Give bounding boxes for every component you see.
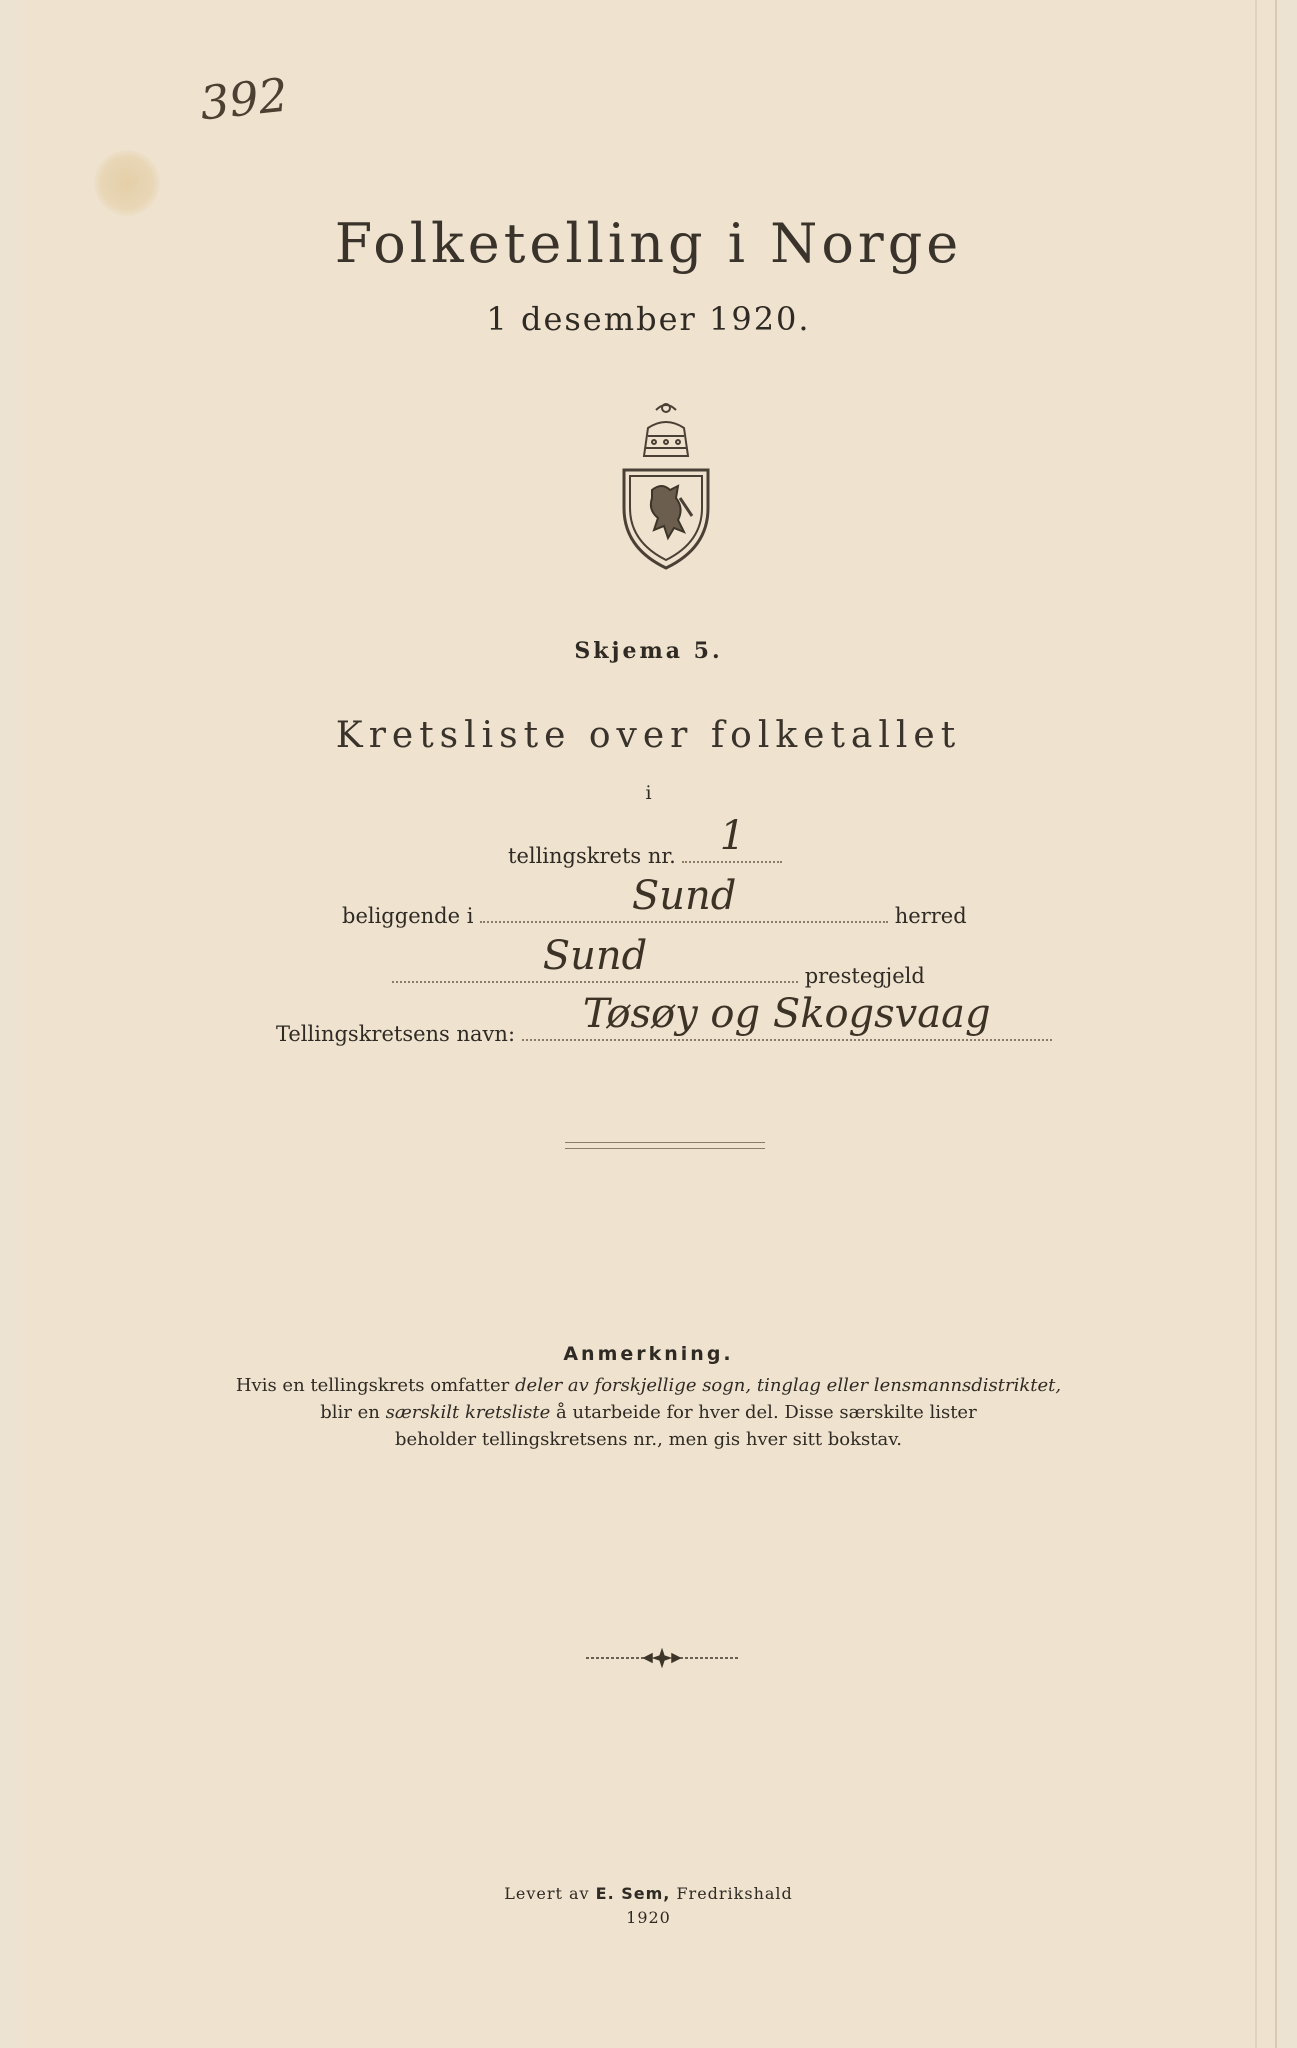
coat-of-arms-icon [618, 398, 714, 570]
printer-credit [22, 1882, 1275, 1930]
prestegjeld-value: Sund [542, 933, 648, 979]
remark-line-3: beholder tellingskretsens nr., men gis hver sitt bokstav. [394, 1429, 902, 1450]
remark-text [22, 1372, 1275, 1453]
remark-line-2-emphasis: særskilt kretsliste [385, 1402, 551, 1423]
navn-label: Tellingskretsens navn: [276, 1022, 516, 1046]
paper-stain [94, 150, 160, 216]
remark-line-1-start: Hvis en tellingskrets omfatter [235, 1375, 516, 1396]
remark-line-2 [22, 1399, 1275, 1426]
page-title: Folketelling i Norge [334, 212, 963, 275]
tellingskrets-field[interactable] [682, 813, 782, 863]
beliggende-row [342, 873, 967, 928]
tellingskrets-row [508, 813, 782, 868]
printer-name: E. Sem, [595, 1884, 671, 1903]
printer-prefix: Levert av [504, 1884, 596, 1903]
section-divider [565, 1142, 765, 1149]
ornament-divider-icon [582, 1646, 742, 1670]
herred-value: Sund [631, 873, 737, 919]
herred-field[interactable] [480, 873, 888, 923]
navn-field[interactable] [522, 991, 1052, 1041]
remark-line-2-end: å utarbeide for hver del. Disse særskilte lister [550, 1402, 977, 1423]
printer-year: 1920 [626, 1908, 671, 1927]
remark-line-2-start: blir en [320, 1402, 386, 1423]
schema-number: Skjema 5. [574, 638, 723, 664]
printer-place: Fredrikshald [670, 1884, 793, 1903]
connector-word: i [645, 782, 652, 804]
tellingskrets-label: tellingskrets nr. [508, 844, 676, 868]
herred-label: herred [894, 904, 967, 928]
beliggende-label: beliggende i [342, 904, 474, 928]
prestegjeld-label: prestegjeld [804, 964, 925, 988]
census-date: 1 desember 1920. [486, 300, 811, 338]
printer-line [22, 1882, 1275, 1906]
remark-line-1 [22, 1372, 1275, 1399]
remark-line-1-emphasis: deler av forskjellige sogn, tinglag eller lensmannsdistriktet, [515, 1375, 1062, 1396]
list-title: Kretsliste over folketallet [335, 715, 962, 756]
tellingskrets-value: 1 [719, 813, 746, 859]
census-form-page [22, 0, 1277, 2048]
prestegjeld-row [392, 933, 925, 988]
handwritten-page-number: 392 [197, 67, 291, 131]
prestegjeld-field[interactable] [392, 933, 798, 983]
remark-heading: Anmerkning. [563, 1343, 734, 1365]
navn-value: Tøsøy og Skogsvaag [582, 991, 991, 1037]
navn-row [276, 991, 1052, 1046]
